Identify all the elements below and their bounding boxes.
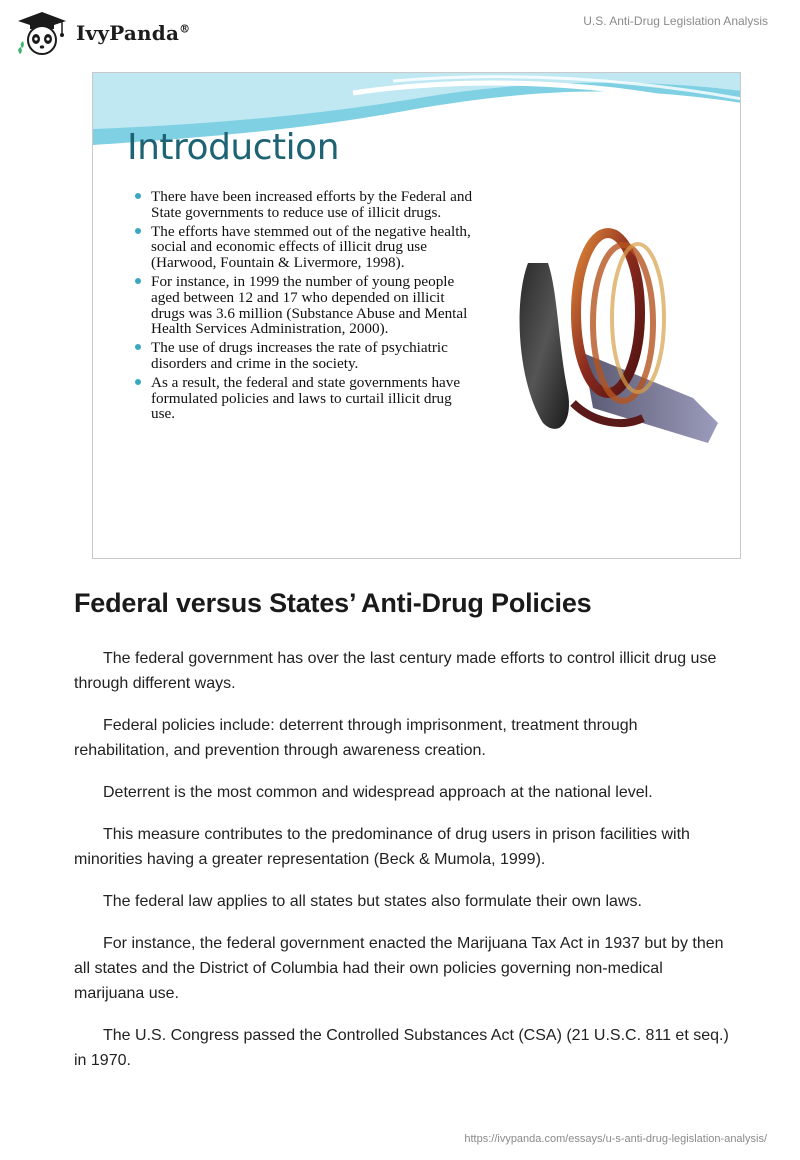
- bullet-icon: [135, 193, 141, 199]
- slide-title: Introduction: [127, 127, 340, 168]
- footer-source-url[interactable]: https://ivypanda.com/essays/u-s-anti-drug-legislation-analysis/: [464, 1133, 767, 1145]
- ivypanda-logo[interactable]: [14, 8, 214, 58]
- slide-bullet-item: The use of drugs increases the rate of psychiatric disorders and crime in the society.: [135, 340, 475, 372]
- page-header: [0, 0, 800, 64]
- body-paragraph: Deterrent is the most common and widespread approach at the national level.: [103, 784, 653, 801]
- body-paragraph: This measure contributes to the predominance of drug users in prison facilities with minorities having a greater representation (Beck & Mumola, 1999).: [74, 826, 690, 868]
- slide-bullet-list: [135, 189, 475, 425]
- body-paragraph: The federal law applies to all states but states also formulate their own laws.: [103, 893, 642, 910]
- brand-name: IvyPanda®: [76, 21, 191, 45]
- body-paragraph: The federal government has over the last century made efforts to control illicit drug use through different ways.: [74, 650, 717, 692]
- document-title: U.S. Anti-Drug Legislation Analysis: [583, 14, 768, 28]
- slide-bullet-item: There have been increased efforts by the Federal and State governments to reduce use of illicit drugs.: [135, 189, 475, 221]
- bullet-icon: [135, 379, 141, 385]
- slide-bullet-item: For instance, in 1999 the number of young people aged between 12 and 17 who depended on illicit drugs was 3.6 million (Substance Abuse and Mental Health Services Administration, 2000).: [135, 274, 475, 337]
- bullet-icon: [135, 228, 141, 234]
- slide-bullet-item: The efforts have stemmed out of the negative health, social and economic effects of illicit drug use (Harwood, Fountain & Livermore, 1998).: [135, 224, 475, 271]
- bullet-icon: [135, 344, 141, 350]
- bullet-icon: [135, 278, 141, 284]
- slide-bullet-item: As a result, the federal and state governments have formulated policies and laws to curtail illicit drug use.: [135, 375, 475, 422]
- handcuffs-image: [513, 223, 723, 468]
- panda-graduate-icon: [14, 8, 70, 58]
- presentation-slide: [92, 72, 741, 559]
- body-paragraph: For instance, the federal government enacted the Marijuana Tax Act in 1937 but by then all states and the District of Columbia had their own policies governing non-medical marijuana use.: [74, 935, 724, 1002]
- section-heading: Federal versus States’ Anti-Drug Policies: [74, 588, 592, 618]
- article-body: [74, 646, 734, 1090]
- body-paragraph: Federal policies include: deterrent through imprisonment, treatment through rehabilitation, and prevention through awareness creation.: [74, 717, 638, 759]
- body-paragraph: The U.S. Congress passed the Controlled Substances Act (CSA) (21 U.S.C. 811 et seq.) in 1970.: [74, 1027, 729, 1069]
